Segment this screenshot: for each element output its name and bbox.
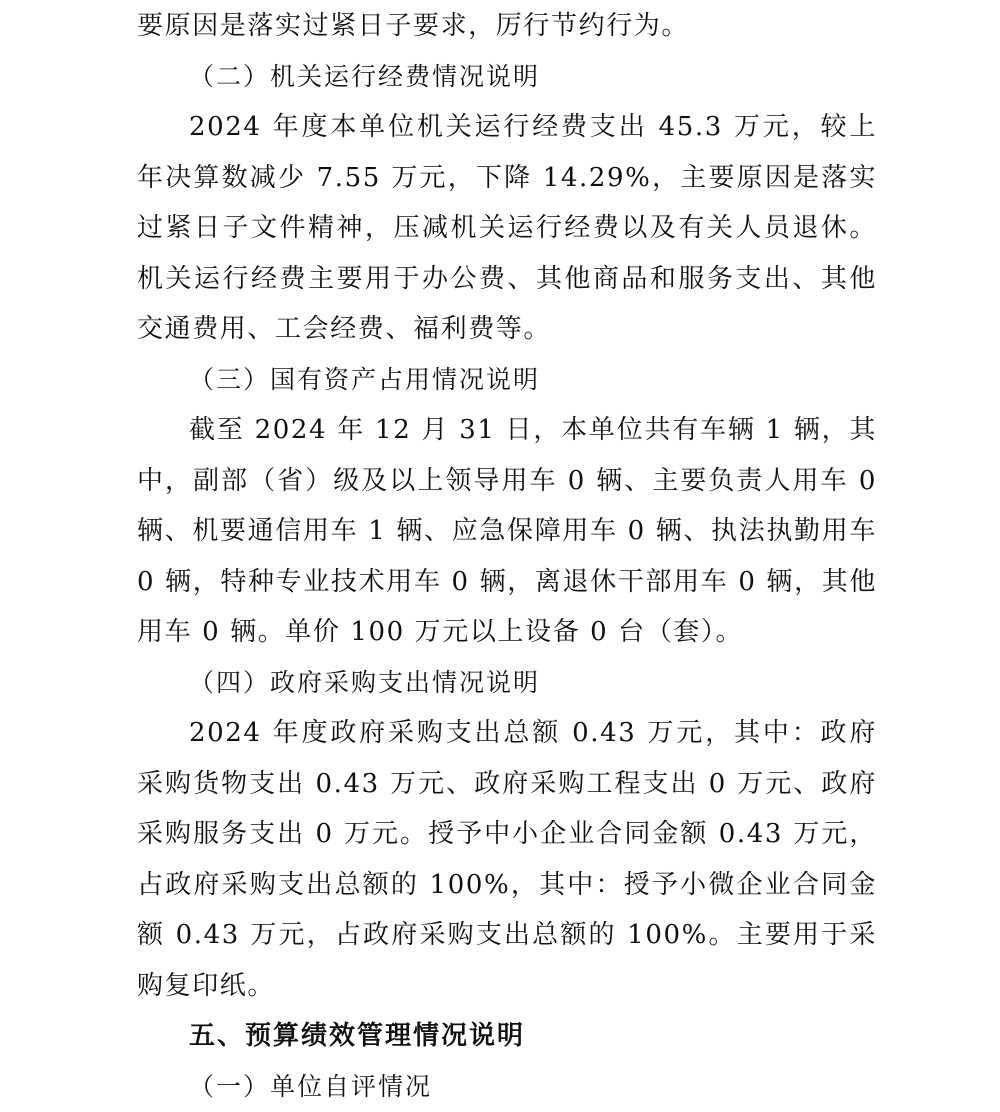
section-heading-state-assets: （三）国有资产占用情况说明 xyxy=(137,355,877,406)
paragraph-procurement: 2024 年度政府采购支出总额 0.43 万元，其中：政府采购货物支出 0.43 万元、政府采购工程支出 0 万元、政府采购服务支出 0 万元。授予中小企业合同金额 0.43 万元，占政府采购支出总额的 100%，其中：授予小微企业合同金额 0.43 万元，占政府采购支出总额的 100%。主要用于采购复印纸。 xyxy=(137,708,877,1011)
paragraph-state-assets: 截至 2024 年 12 月 31 日，本单位共有车辆 1 辆，其中，副部（省）级及以上领导用车 0 辆、主要负责人用车 0 辆、机要通信用车 1 辆、应急保障用车 0 辆、执法执勤用车 0 辆，特种专业技术用车 0 辆，离退休干部用车 0 辆，其他用车 0 辆。单价 100 万元以上设备 0 台（套）。 xyxy=(137,405,877,658)
paragraph-continuation: 要原因是落实过紧日子要求，厉行节约行为。 xyxy=(137,1,877,52)
paragraph-operating-expenses: 2024 年度本单位机关运行经费支出 45.3 万元，较上年决算数减少 7.55 万元，下降 14.29%，主要原因是落实过紧日子文件精神，压减机关运行经费以及有关人员退休。机关运行经费主要用于办公费、其他商品和服务支出、其他交通费用、工会经费、福利费等。 xyxy=(137,102,877,355)
section-heading-operating-expenses: （二）机关运行经费情况说明 xyxy=(137,52,877,103)
document-body xyxy=(137,1,877,1112)
chapter-heading-performance: 五、预算绩效管理情况说明 xyxy=(137,1011,877,1062)
section-heading-procurement: （四）政府采购支出情况说明 xyxy=(137,658,877,709)
section-heading-self-evaluation: （一）单位自评情况 xyxy=(137,1062,877,1112)
